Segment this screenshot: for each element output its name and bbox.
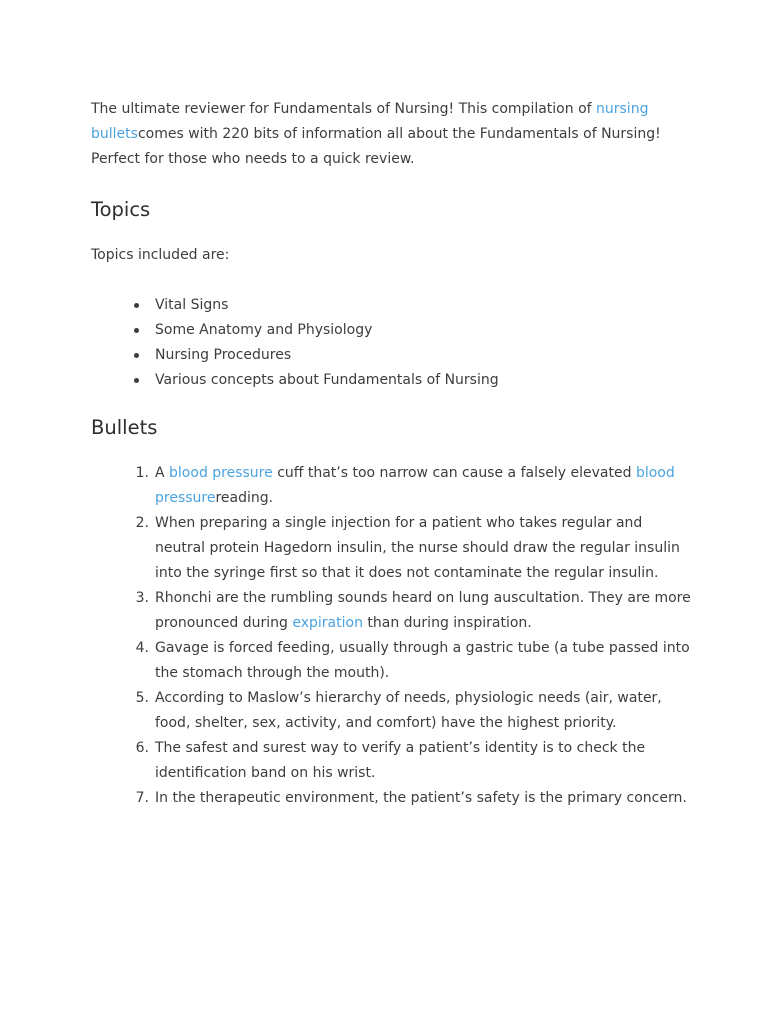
topics-heading: Topics — [91, 198, 151, 221]
topic-item — [155, 343, 691, 368]
item-text: In the therapeutic environment, the patient’s safety is the primary concern. — [155, 790, 687, 806]
item-number: 5. — [135, 690, 149, 706]
blood-pressure-link[interactable]: blood pressure — [169, 465, 273, 481]
topic-item — [155, 318, 691, 343]
expiration-link[interactable]: expiration — [292, 615, 363, 631]
bullet-item — [135, 686, 691, 736]
bullet-dot — [134, 328, 139, 333]
bullet-dot — [134, 303, 139, 308]
bullet-item — [135, 511, 691, 586]
item-text: Gavage is forced feeding, usually through a gastric tube (a tube passed into the stomach through the mouth). — [155, 640, 690, 681]
topic-item — [155, 293, 691, 318]
intro-text-2: comes with 220 bits of information all about the Fundamentals of Nursing! Perfect for those who needs to a quick review. — [91, 126, 661, 167]
bullets-list — [91, 461, 691, 811]
item-text: Rhonchi are the rumbling sounds heard on lung auscultation. They are more pronounced during — [155, 590, 691, 631]
item-number: 1. — [135, 465, 149, 481]
article-body — [91, 97, 691, 811]
topic-text: Vital Signs — [155, 297, 229, 313]
blood-pressure-link[interactable]: blood pressure — [155, 465, 675, 506]
item-number: 2. — [135, 515, 149, 531]
bullet-item — [135, 736, 691, 786]
bullet-item — [135, 636, 691, 686]
bullet-dot — [134, 353, 139, 358]
item-number: 6. — [135, 740, 149, 756]
item-number: 7. — [135, 790, 149, 806]
item-text: than during inspiration. — [362, 615, 532, 631]
item-text: A — [155, 465, 170, 481]
item-text: According to Maslow’s hierarchy of needs, physiologic needs (air, water, food, shelter, sex, activity, and comfort) have the highest priority. — [155, 690, 662, 731]
bullet-item — [135, 461, 691, 511]
topics-list — [91, 293, 691, 393]
bullet-dot — [134, 378, 139, 383]
nursing-bullets-link[interactable]: nursing bullets — [91, 101, 649, 142]
item-text: When preparing a single injection for a patient who takes regular and neutral protein Hagedorn insulin, the nurse should draw the regular insulin into the syringe first so that it does not contaminate the regular insulin. — [155, 515, 680, 581]
topic-text: Various concepts about Fundamentals of Nursing — [155, 372, 499, 388]
intro-paragraph — [91, 97, 691, 172]
item-number: 4. — [135, 640, 149, 656]
topic-text: Nursing Procedures — [155, 347, 292, 363]
topics-intro: Topics included are: — [91, 247, 230, 263]
intro-text-1: The ultimate reviewer for Fundamentals of Nursing! This compilation of — [91, 101, 597, 117]
topic-item — [155, 368, 691, 393]
item-number: 3. — [135, 590, 149, 606]
bullet-item — [135, 786, 691, 811]
topic-text: Some Anatomy and Physiology — [155, 322, 373, 338]
item-text: cuff that’s too narrow can cause a falsely elevated — [272, 465, 636, 481]
item-text: reading. — [215, 490, 274, 506]
bullets-heading: Bullets — [91, 416, 158, 439]
bullet-item — [135, 586, 691, 636]
item-text: The safest and surest way to verify a patient’s identity is to check the identification band on his wrist. — [155, 740, 646, 781]
